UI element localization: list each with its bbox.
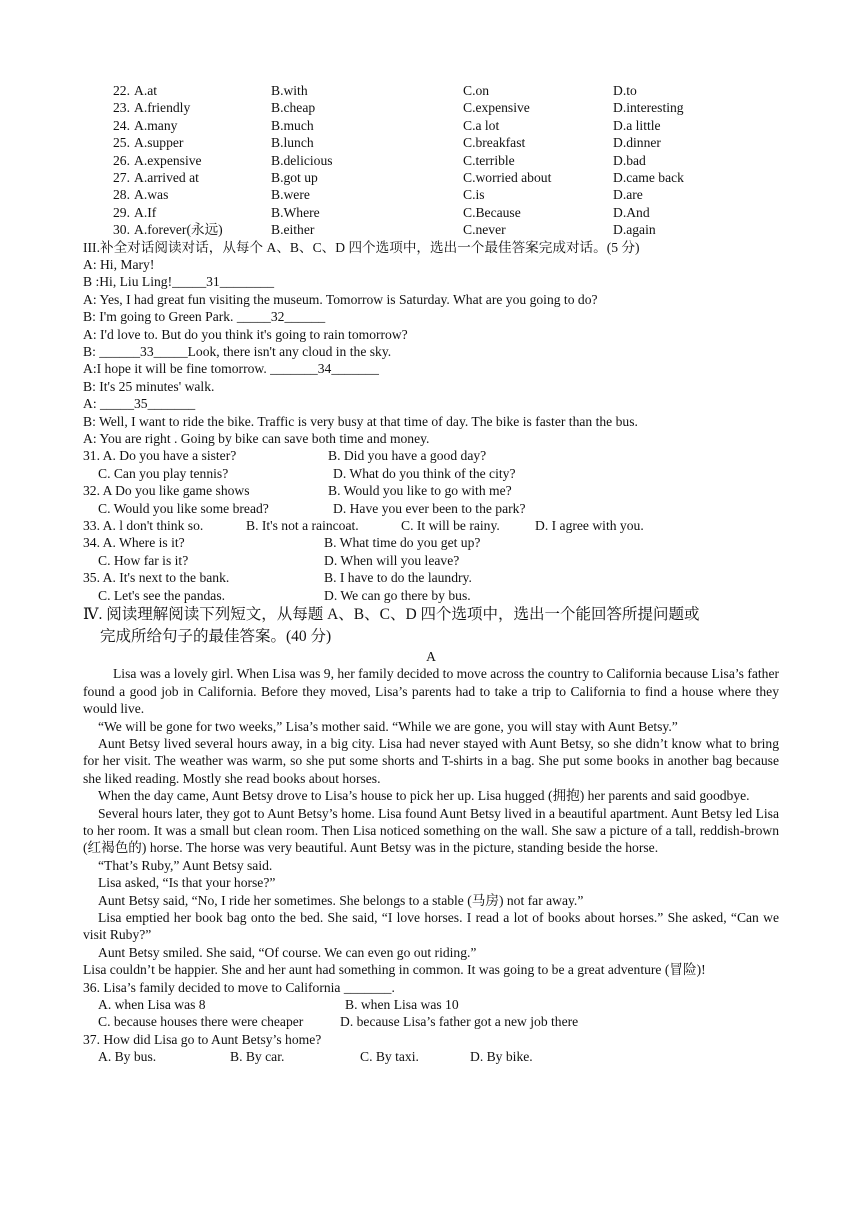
option-c: C.Because	[463, 204, 521, 220]
question-32-row-2: C. Would you like some bread? D. Have you ever been to the park?	[98, 500, 526, 516]
option-a: A.many	[134, 117, 178, 133]
dialogue-line: B :Hi, Liu Ling!_____31________	[83, 274, 275, 290]
question-number: 30.	[113, 222, 130, 238]
option-a: A.If	[134, 204, 157, 220]
option-b: B.much	[271, 117, 314, 133]
cloze-option-row	[83, 186, 779, 203]
option-a: A.supper	[134, 135, 184, 151]
question-33-row: 33. A. l don't think so. B. It's not a raincoat. C. It will be rainy. D. I agree with you.	[83, 517, 644, 533]
passage-paragraph: Lisa asked, “Is that your horse?”	[98, 875, 276, 891]
question-number: 22.	[113, 83, 130, 98]
passage-paragraph: Lisa emptied her book bag onto the bed. She said, “I love horses. I read a lot of books about horses.” She asked, “Can we visit Ruby?”	[83, 910, 779, 943]
option-c: C.expensive	[463, 100, 530, 116]
passage-paragraph: Several hours later, they got to Aunt Betsy’s home. Lisa found Aunt Betsy lived in a beautiful apartment. Aunt Betsy led Lisa to her room. It was a small but clean room. Then Lisa noticed something on the wall. She saw a picture of a tall, reddish-brown (红褐色的) horse. The horse was very beautiful. Aunt Betsy was in the picture, standing beside the horse.	[83, 805, 779, 856]
option-b: B.were	[271, 187, 310, 203]
question-31-row-1: 31. A. Do you have a sister? B. Did you have a good day?	[83, 448, 487, 464]
dialogue-line: B: Well, I want to ride the bike. Traffic is very busy at that time of day. The bike is faster than the bus.	[83, 413, 638, 429]
dialogue-line: B: ______33_____Look, there isn't any cloud in the sky.	[83, 343, 392, 359]
question-number: 24.	[113, 117, 130, 133]
option-c: C.worried about	[463, 169, 552, 185]
passage-paragraph: Aunt Betsy smiled. She said, “Of course. We can even go out riding.”	[98, 944, 477, 960]
option-d: D.again	[613, 222, 656, 238]
option-d: D.interesting	[613, 100, 684, 116]
dialogue-line: A: Hi, Mary!	[83, 256, 155, 272]
question-34-row-2: C. How far is it? D. When will you leave?	[98, 552, 460, 568]
passage-paragraph: Lisa was a lovely girl. When Lisa was 9, her family decided to move across the country to California because Lisa’s father found a good job in California. Before they moved, Lisa’s parents had to take a trip to California to find a house where they would live.	[83, 666, 780, 717]
option-d: D.bad	[613, 152, 646, 168]
option-c: C.on	[463, 83, 490, 98]
cloze-option-row	[83, 221, 779, 238]
question-37-row: A. By bus. B. By car. C. By taxi. D. By bike.	[98, 1049, 533, 1065]
dialogue-line: B: I'm going to Green Park. _____32______	[83, 309, 326, 325]
question-36-row-2: C. because houses there were cheaper D. because Lisa’s father got a new job there	[98, 1014, 579, 1030]
dialogue-line: A: _____35_______	[83, 396, 196, 412]
cloze-option-row	[83, 204, 779, 221]
question-35-row-1: 35. A. It's next to the bank. B. I have to do the laundry.	[83, 570, 472, 586]
passage-paragraph: When the day came, Aunt Betsy drove to Lisa’s house to pick her up. Lisa hugged (拥抱) her parents and said goodbye.	[98, 788, 750, 804]
exam-page	[83, 82, 779, 1066]
dialogue-line: A: Yes, I had great fun visiting the museum. Tomorrow is Saturday. What are you going to do?	[83, 291, 598, 307]
cloze-options	[83, 82, 779, 239]
option-c: C.terrible	[463, 152, 515, 168]
option-a: A.expensive	[134, 152, 202, 168]
dialogue-line: B: It's 25 minutes' walk.	[83, 378, 215, 394]
question-31-row-2: C. Can you play tennis? D. What do you think of the city?	[98, 465, 516, 481]
passage-paragraph: Aunt Betsy said, “No, I ride her sometimes. She belongs to a stable (马房) not far away.”	[98, 892, 584, 908]
question-number: 27.	[113, 169, 130, 185]
option-a: A.forever(永远)	[134, 222, 223, 238]
option-b: B.got up	[271, 169, 318, 185]
dialogue-line: A: You are right . Going by bike can save both time and money.	[83, 430, 430, 446]
blank-35: _____35_______	[100, 396, 196, 412]
cloze-option-row	[83, 82, 779, 99]
question-37: 37. How did Lisa go to Aunt Betsy’s home?	[83, 1031, 322, 1047]
question-number: 28.	[113, 187, 130, 203]
cloze-option-row	[83, 117, 779, 134]
question-number: 23.	[113, 100, 130, 116]
blank-34: _______34_______	[270, 361, 379, 377]
question-32-row-1: 32. A Do you like game shows B. Would you like to go with me?	[83, 483, 512, 499]
option-a: A.friendly	[134, 100, 191, 116]
section-3-heading: III.补全对话阅读对话，从每个 A、B、C、D 四个选项中，选出一个最佳答案完成对话。(5 分)	[83, 239, 640, 255]
question-number: 29.	[113, 204, 130, 220]
question-36: 36. Lisa’s family decided to move to California _______.	[83, 979, 395, 995]
passage-paragraph: Aunt Betsy lived several hours away, in a big city. Lisa had never stayed with Aunt Betsy, so she didn’t know what to bring for her visit. The weather was warm, so she put some shorts and T-shirts in a bag. She put some books in another bag because she liked reading. Mostly she read books about horses.	[83, 735, 779, 786]
option-d: D.dinner	[613, 135, 661, 151]
option-d: D.to	[613, 83, 637, 98]
question-36-row-1: A. when Lisa was 8 B. when Lisa was 10	[98, 997, 459, 1013]
option-b: B.Where	[271, 204, 320, 220]
cloze-option-row	[83, 152, 779, 169]
passage-paragraph: “We will be gone for two weeks,” Lisa’s mother said. “While we are gone, you will stay with Aunt Betsy.”	[98, 718, 678, 734]
option-c: C.a lot	[463, 117, 500, 133]
passage-title: A	[426, 648, 436, 664]
option-b: B.lunch	[271, 135, 314, 151]
question-number: 25.	[113, 135, 130, 151]
option-b: B.with	[271, 83, 308, 98]
option-a: A.at	[134, 83, 158, 98]
cloze-option-row	[83, 169, 779, 186]
passage-paragraph: “That’s Ruby,” Aunt Betsy said.	[98, 857, 273, 873]
passage-last-paragraph: Lisa couldn’t be happier. She and her aunt had something in common. It was going to be a great adventure (冒险)!	[83, 962, 706, 978]
blank-31: _____31________	[172, 274, 275, 290]
question-number: 26.	[113, 152, 130, 168]
option-d: D.came back	[613, 169, 684, 185]
section-4-heading: Ⅳ. 阅读理解阅读下列短文，从每题 A、B、C、D 四个选项中，选出一个能回答所提问题或 完成所给句子的最佳答案。(40 分)	[83, 605, 700, 645]
option-d: D.a little	[613, 117, 661, 133]
blank-32: _____32______	[236, 309, 326, 325]
passage-body	[83, 665, 779, 961]
option-b: B.cheap	[271, 100, 316, 116]
question-34-row-1: 34. A. Where is it? B. What time do you get up?	[83, 535, 481, 551]
question-35-row-2: C. Let's see the pandas. D. We can go there by bus.	[98, 587, 471, 603]
option-c: C.never	[463, 222, 506, 238]
option-b: B.delicious	[271, 152, 333, 168]
dialogue-line: A:I hope it will be fine tomorrow. _______34_______	[83, 361, 379, 377]
option-a: A.arrived at	[134, 169, 199, 185]
option-d: D.And	[613, 204, 650, 220]
blank-33: ______33_____	[99, 343, 188, 359]
option-c: C.is	[463, 187, 485, 203]
option-b: B.either	[271, 222, 315, 238]
cloze-option-row	[83, 134, 779, 151]
dialogue-line: A: I'd love to. But do you think it's going to rain tomorrow?	[83, 326, 408, 342]
option-a: A.was	[134, 187, 169, 203]
option-c: C.breakfast	[463, 135, 526, 151]
cloze-option-row	[83, 99, 779, 116]
option-d: D.are	[613, 187, 643, 203]
